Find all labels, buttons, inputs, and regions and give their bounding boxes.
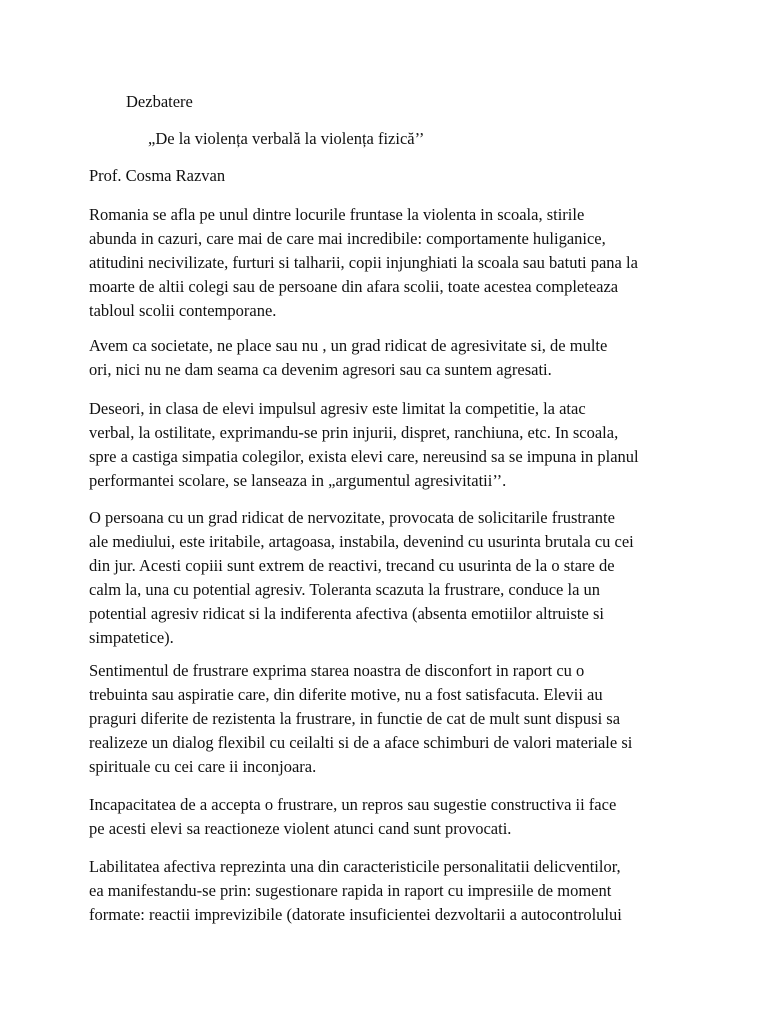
paragraph-line: praguri diferite de rezistenta la frustrare, in functie de cat de mult sunt dispusi sa [89, 709, 621, 728]
paragraph-line: tabloul scolii contemporane. [89, 301, 277, 320]
paragraph-line: Deseori, in clasa de elevi impulsul agresiv este limitat la competitie, la atac [89, 399, 586, 418]
paragraph [89, 659, 689, 779]
paragraph-line: realizeze un dialog flexibil cu ceilalti si de a aface schimburi de valori materiale si [89, 733, 633, 752]
paragraph-line: Romania se afla pe unul dintre locurile fruntase la violenta in scoala, stirile [89, 205, 585, 224]
paragraph-line: spre a castiga simpatia colegilor, exista elevi care, nereusind sa se impuna in planul [89, 447, 639, 466]
paragraph-line: din jur. Acesti copiii sunt extrem de reactivi, trecand cu usurinta de la o stare de [89, 556, 615, 575]
document-author: Prof. Cosma Razvan [89, 166, 226, 185]
document-title: „De la violența verbală la violența fizică’’ [148, 129, 425, 148]
paragraph [89, 855, 689, 927]
paragraph-line: Incapacitatea de a accepta o frustrare, un repros sau sugestie constructiva ii face [89, 795, 617, 814]
paragraph-line: abunda in cazuri, care mai de care mai incredibile: comportamente huliganice, [89, 229, 606, 248]
paragraph [89, 506, 689, 650]
paragraph-line: Labilitatea afectiva reprezinta una din caracteristicile personalitatii delicventilor, [89, 857, 621, 876]
paragraph-line: trebuinta sau aspiratie care, din diferite motive, nu a fost satisfacuta. Elevii au [89, 685, 603, 704]
paragraph-line: verbal, la ostilitate, exprimandu-se prin injurii, dispret, ranchiuna, etc. In scoala, [89, 423, 619, 442]
paragraph [89, 793, 689, 841]
paragraph-line: ea manifestandu-se prin: sugestionare rapida in raport cu impresiile de moment [89, 881, 612, 900]
paragraph-line: pe acesti elevi sa reactioneze violent atunci cand sunt provocati. [89, 819, 512, 838]
paragraph-line: spirituale cu cei care ii inconjoara. [89, 757, 317, 776]
paragraph-line: simpatetice). [89, 628, 174, 647]
document-heading: Dezbatere [126, 92, 193, 111]
paragraph-line: Sentimentul de frustrare exprima starea noastra de disconfort in raport cu o [89, 661, 585, 680]
paragraph-line: formate: reactii imprevizibile (datorate insuficientei dezvoltarii a autocontrolului [89, 905, 622, 924]
paragraph [89, 203, 689, 323]
paragraph-line: calm la, una cu potential agresiv. Toleranta scazuta la frustrare, conduce la un [89, 580, 601, 599]
paragraph-line: performantei scolare, se lanseaza in „argumentul agresivitatii’’. [89, 471, 507, 490]
paragraph [89, 334, 689, 382]
paragraph-line: Avem ca societate, ne place sau nu , un grad ridicat de agresivitate si, de multe [89, 336, 608, 355]
paragraph-line: atitudini necivilizate, furturi si talharii, copii injunghiati la scoala sau batuti pana la [89, 253, 638, 272]
paragraph-line: ori, nici nu ne dam seama ca devenim agresori sau ca suntem agresati. [89, 360, 552, 379]
paragraph-line: potential agresiv ridicat si la indiferenta afectiva (absenta emotiilor altruiste si [89, 604, 604, 623]
paragraph-line: O persoana cu un grad ridicat de nervozitate, provocata de solicitarile frustrante [89, 508, 615, 527]
paragraph [89, 397, 689, 493]
paragraph-line: ale mediului, este iritabile, artagoasa, instabila, devenind cu usurinta brutala cu cei [89, 532, 634, 551]
paragraph-line: moarte de altii colegi sau de persoane din afara scolii, toate acestea completeaza [89, 277, 619, 296]
